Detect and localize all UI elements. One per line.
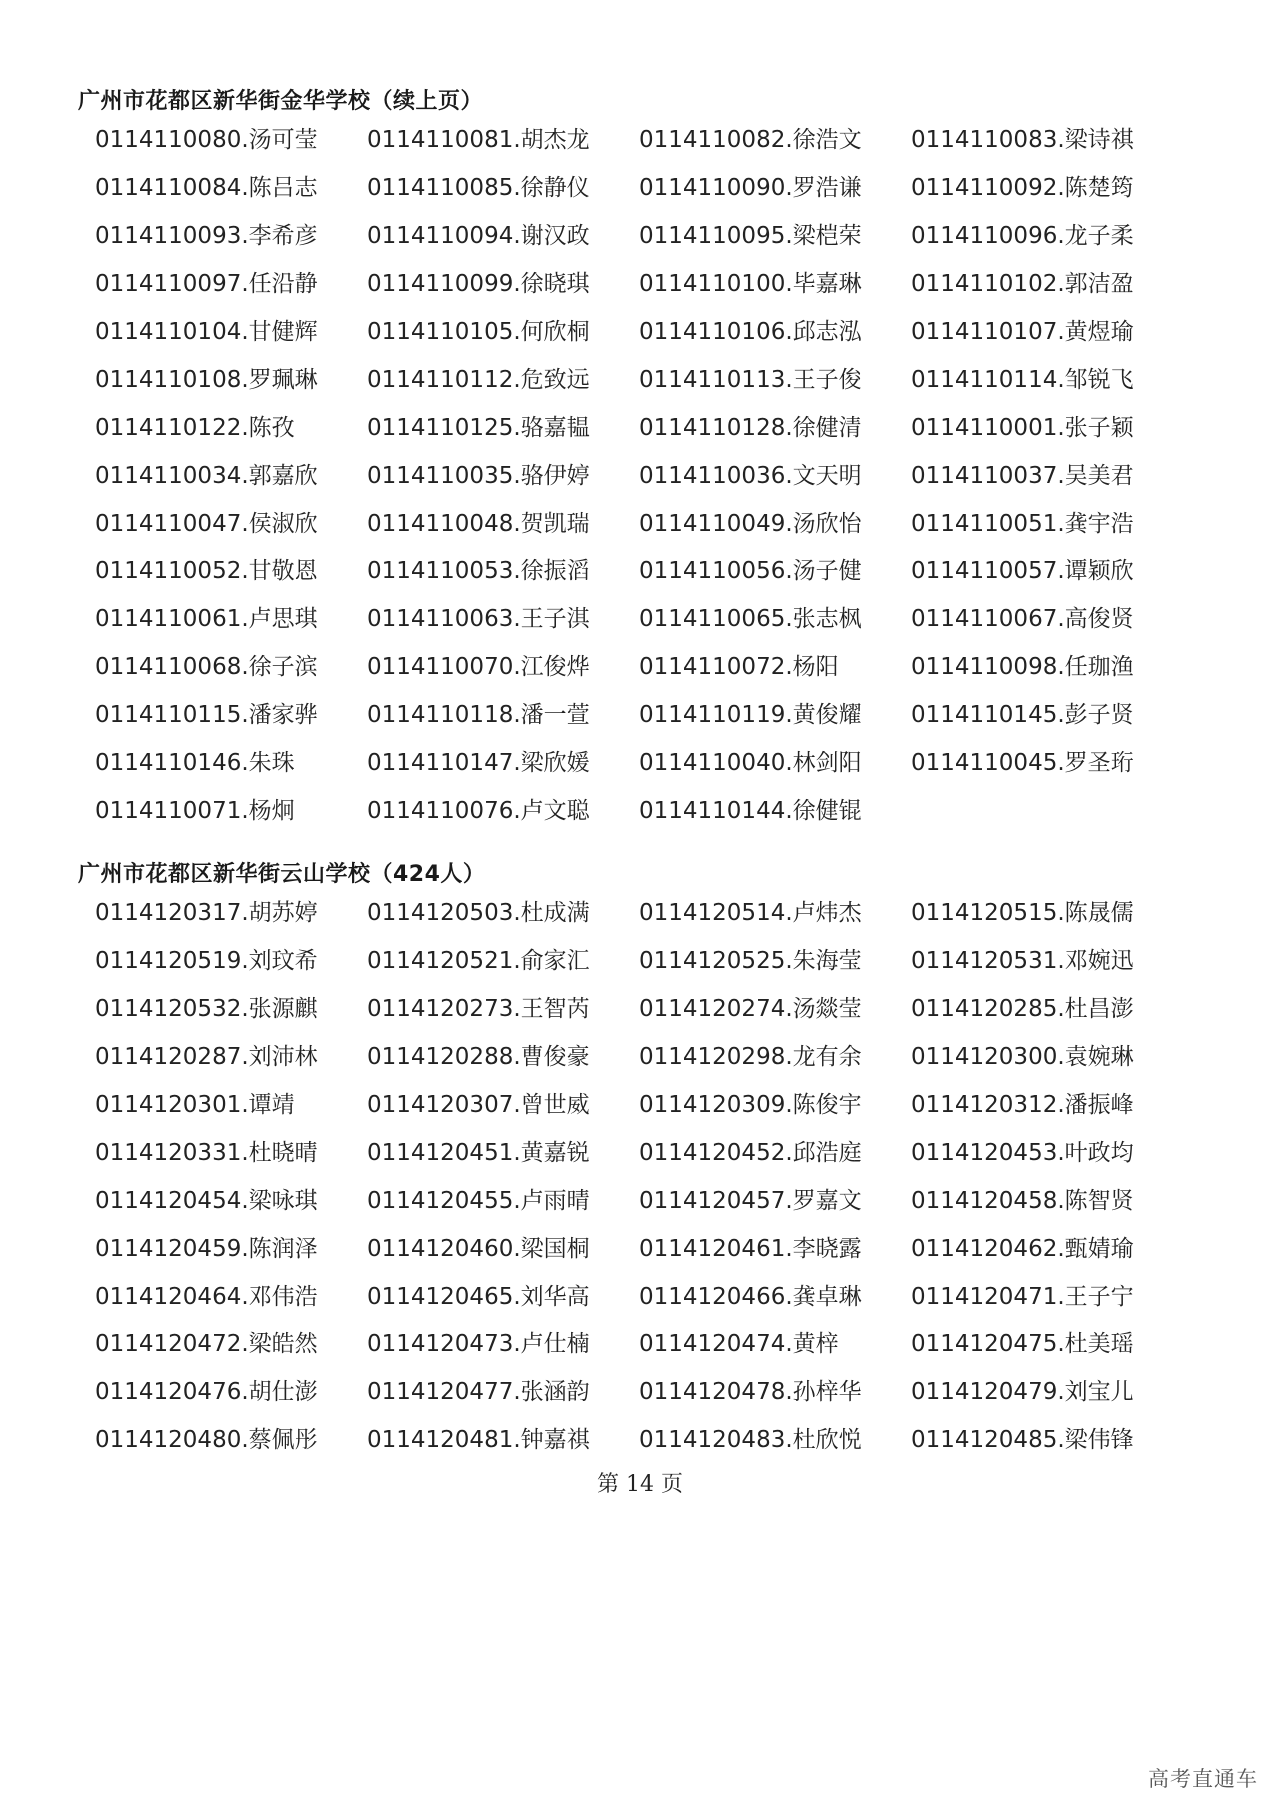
list-item: 0114110125.骆嘉韫	[367, 414, 590, 441]
list-item: 0114110070.江俊烨	[367, 654, 590, 681]
list-item: 0114120503.杜成满	[367, 900, 590, 926]
list-item: 0114120331.杜晓晴	[95, 1139, 318, 1166]
list-item: 0114110048.贺凯瑞	[367, 510, 590, 537]
list-item: 0114110085.徐静仪	[367, 174, 590, 201]
list-item: 0114110147.梁欣媛	[367, 750, 590, 777]
list-item: 0114120475.杜美瑶	[911, 1331, 1134, 1358]
list-item: 0114110083.梁诗祺	[911, 127, 1134, 153]
list-item: 0114110057.谭颖欣	[911, 558, 1134, 585]
list-item: 0114120274.汤燚莹	[639, 995, 862, 1022]
list-item: 0114120462.甄婧瑜	[911, 1235, 1134, 1262]
page-number: 第 14 页	[597, 1472, 683, 1497]
list-item: 0114120478.孙梓华	[639, 1379, 862, 1406]
list-item: 0114110108.罗珮琳	[95, 366, 318, 393]
list-item: 0114110065.张志枫	[639, 606, 862, 633]
list-item: 0114110093.李希彦	[95, 222, 318, 249]
list-item: 0114110001.张子颖	[911, 414, 1134, 441]
list-item: 0114110113.王子俊	[639, 366, 862, 393]
list-item: 0114120287.刘沛林	[95, 1043, 318, 1070]
list-item: 0114110106.邱志泓	[639, 318, 862, 345]
list-item: 0114110122.陈孜	[95, 414, 295, 441]
list-item: 0114120288.曹俊豪	[367, 1043, 590, 1070]
list-item: 0114120455.卢雨晴	[367, 1187, 590, 1214]
list-item: 0114120515.陈晟儒	[911, 900, 1134, 926]
list-item: 0114110094.谢汉政	[367, 222, 590, 249]
list-item: 0114120474.黄梓	[639, 1331, 839, 1358]
list-item: 0114120531.邓婉迅	[911, 947, 1134, 974]
list-item: 0114110036.文天明	[639, 462, 862, 489]
list-item: 0114120454.梁咏琪	[95, 1187, 318, 1214]
list-item: 0114120460.梁国桐	[367, 1235, 590, 1262]
list-item: 0114110082.徐浩文	[639, 127, 862, 153]
list-item: 0114110144.徐健锟	[639, 798, 862, 825]
list-item: 0114110118.潘一萱	[367, 702, 590, 729]
list-item: 0114120317.胡苏婷	[95, 900, 318, 926]
list-item: 0114120285.杜昌澎	[911, 995, 1134, 1022]
list-item: 0114110092.陈楚筠	[911, 174, 1134, 201]
list-item: 0114110095.梁桤荣	[639, 222, 862, 249]
list-item: 0114110084.陈吕志	[95, 174, 318, 201]
list-item: 0114120300.袁婉琳	[911, 1043, 1134, 1070]
list-item: 0114110098.任珈渔	[911, 654, 1134, 681]
list-item: 0114110068.徐子滨	[95, 654, 318, 681]
list-item: 0114120479.刘宝儿	[911, 1379, 1134, 1406]
list-item: 0114110045.罗圣珩	[911, 750, 1134, 777]
list-item: 0114120483.杜欣悦	[639, 1427, 862, 1454]
list-item: 0114120477.张涵韵	[367, 1379, 590, 1406]
list-item: 0114120472.梁皓然	[95, 1331, 318, 1358]
section-title: 广州市花都区新华街金华学校（续上页）	[78, 89, 484, 114]
list-item: 0114120459.陈润泽	[95, 1235, 318, 1262]
list-item: 0114110047.侯淑欣	[95, 510, 318, 537]
name-list	[95, 897, 1183, 1472]
list-item: 0114110099.徐晓琪	[367, 270, 590, 297]
list-item: 0114110096.龙子柔	[911, 222, 1134, 249]
list-item: 0114110072.杨阳	[639, 654, 839, 681]
section-title: 广州市花都区新华街云山学校（424人）	[78, 862, 486, 887]
list-item: 0114120514.卢炜杰	[639, 900, 862, 926]
list-item: 0114120525.朱海莹	[639, 947, 862, 974]
list-item: 0114110104.甘健辉	[95, 318, 318, 345]
list-item: 0114120532.张源麒	[95, 995, 318, 1022]
list-item: 0114110145.彭子贤	[911, 702, 1134, 729]
list-item: 0114110071.杨炯	[95, 798, 295, 825]
list-item: 0114110056.汤子健	[639, 558, 862, 585]
list-item: 0114120485.梁伟锋	[911, 1427, 1134, 1454]
list-item: 0114120307.曾世威	[367, 1091, 590, 1118]
list-item: 0114110076.卢文聪	[367, 798, 590, 825]
list-item: 0114110080.汤可莹	[95, 127, 318, 153]
list-item: 0114120309.陈俊宇	[639, 1091, 862, 1118]
list-item: 0114110052.甘敬恩	[95, 558, 318, 585]
list-item: 0114120481.钟嘉祺	[367, 1427, 590, 1454]
list-item: 0114110146.朱珠	[95, 750, 295, 777]
list-item: 0114110100.毕嘉琳	[639, 270, 862, 297]
list-item: 0114120457.罗嘉文	[639, 1187, 862, 1214]
list-item: 0114110107.黄煜瑜	[911, 318, 1134, 345]
list-item: 0114120451.黄嘉锐	[367, 1139, 590, 1166]
list-item: 0114110034.郭嘉欣	[95, 462, 318, 489]
list-item: 0114120519.刘玟希	[95, 947, 318, 974]
list-item: 0114120471.王子宁	[911, 1283, 1134, 1310]
list-item: 0114110102.郭洁盈	[911, 270, 1134, 297]
list-item: 0114120452.邱浩庭	[639, 1139, 862, 1166]
list-item: 0114120453.叶政均	[911, 1139, 1134, 1166]
list-item: 0114120273.王智芮	[367, 995, 590, 1022]
list-item: 0114110061.卢思琪	[95, 606, 318, 633]
list-item: 0114110114.邹锐飞	[911, 366, 1134, 393]
list-item: 0114110037.吴美君	[911, 462, 1134, 489]
list-item: 0114110081.胡杰龙	[367, 127, 590, 153]
list-item: 0114120473.卢仕楠	[367, 1331, 590, 1358]
list-item: 0114110040.林剑阳	[639, 750, 862, 777]
list-item: 0114110067.高俊贤	[911, 606, 1134, 633]
list-item: 0114120461.李晓露	[639, 1235, 862, 1262]
name-list	[95, 124, 1183, 843]
list-item: 0114120466.龚卓琳	[639, 1283, 862, 1310]
list-item: 0114120458.陈智贤	[911, 1187, 1134, 1214]
list-item: 0114110053.徐振滔	[367, 558, 590, 585]
list-item: 0114110128.徐健清	[639, 414, 862, 441]
list-item: 0114110119.黄俊耀	[639, 702, 862, 729]
list-item: 0114120301.谭靖	[95, 1091, 295, 1118]
list-item: 0114120298.龙有余	[639, 1043, 862, 1070]
list-item: 0114120480.蔡佩彤	[95, 1427, 318, 1454]
list-item: 0114110049.汤欣怡	[639, 510, 862, 537]
list-item: 0114110097.任沿静	[95, 270, 318, 297]
list-item: 0114120464.邓伟浩	[95, 1283, 318, 1310]
list-item: 0114120465.刘华高	[367, 1283, 590, 1310]
list-item: 0114120521.俞家汇	[367, 947, 590, 974]
list-item: 0114110063.王子淇	[367, 606, 590, 633]
list-item: 0114110090.罗浩谦	[639, 174, 862, 201]
list-item: 0114110105.何欣桐	[367, 318, 590, 345]
list-item: 0114110035.骆伊婷	[367, 462, 590, 489]
list-item: 0114110115.潘家骅	[95, 702, 318, 729]
list-item: 0114120476.胡仕澎	[95, 1379, 318, 1406]
watermark: 高考直通车	[1148, 1767, 1258, 1791]
list-item: 0114120312.潘振峰	[911, 1091, 1134, 1118]
list-item: 0114110112.危致远	[367, 366, 590, 393]
list-item: 0114110051.龚宇浩	[911, 510, 1134, 537]
